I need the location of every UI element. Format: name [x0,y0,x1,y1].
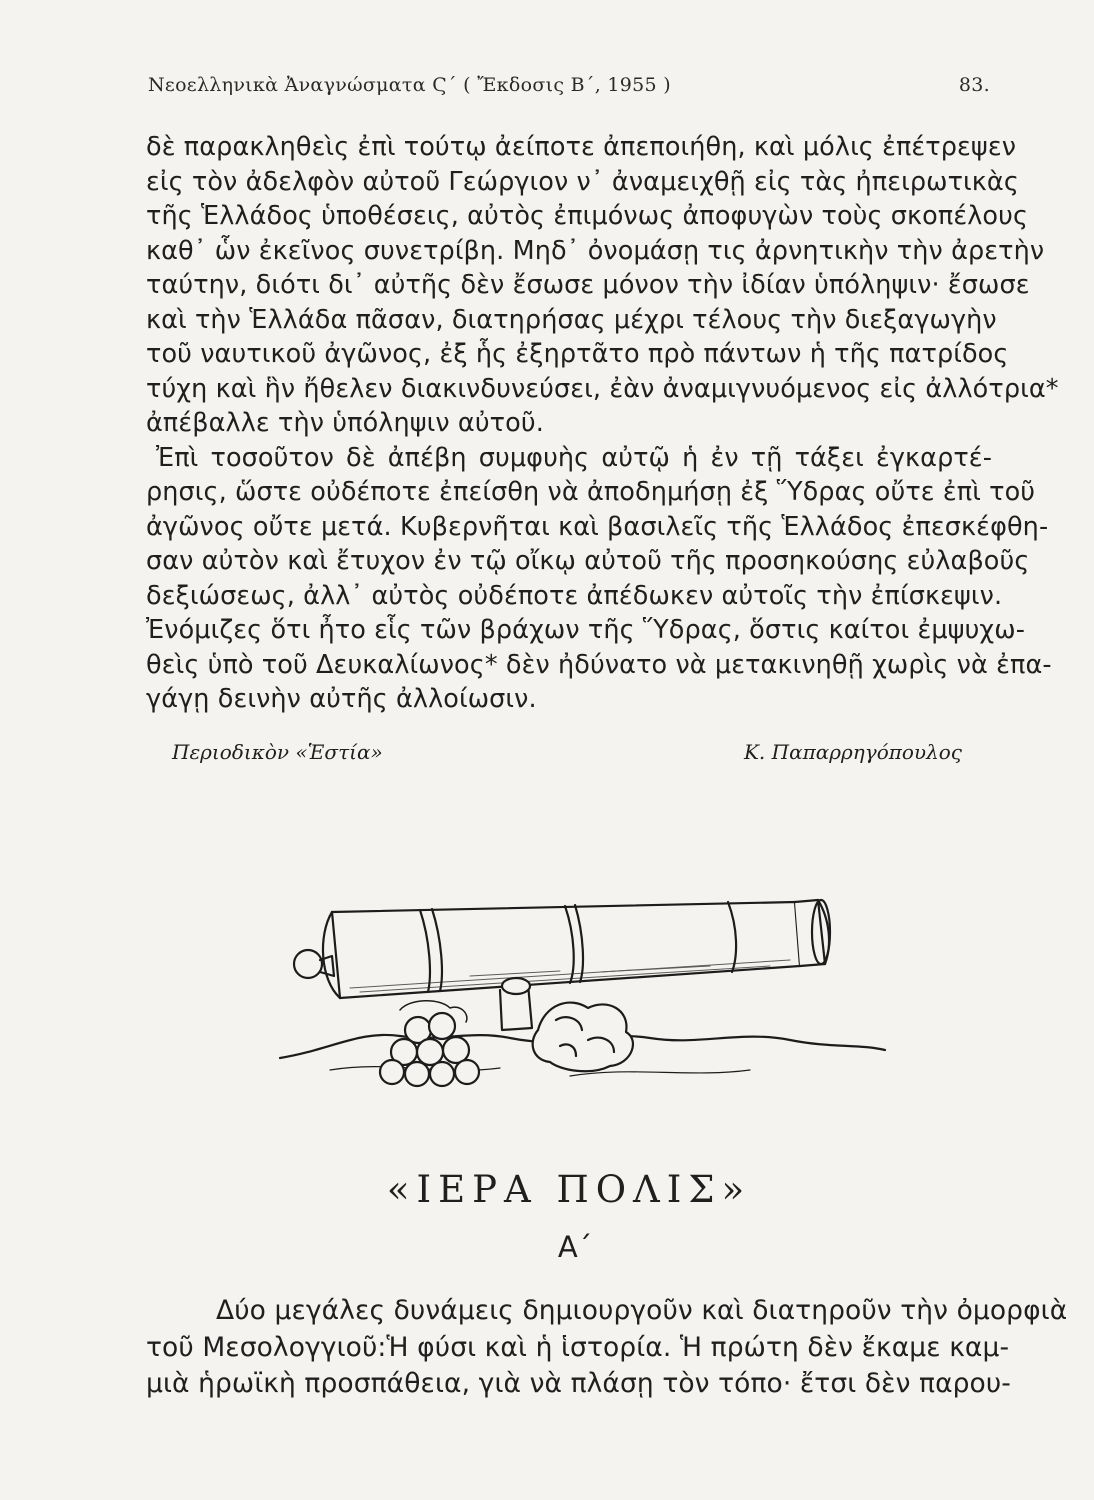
cannon-drawing [270,880,890,1100]
text-line: ταύτην, διότι δι᾽ αὐτῆς δὲν ἔσωσε μόνον τὴν ἰδίαν ὑπόληψιν· ἔσωσε [146,270,1030,300]
text-line: Δύο μεγάλες δυνάμεις δημιουργοῦν καὶ διατηροῦν τὴν ὀμορφιὰ [216,1295,1068,1326]
passage-text [146,130,1059,717]
text-line: ἀπέβαλλε τὴν ὑπόληψιν αὐτοῦ. [146,408,544,438]
text-line: εἰς τὸν ἀδελφὸν αὐτοῦ Γεώργιον ν᾽ ἀναμειχθῇ εἰς τὰς ἠπειρωτικὰς [146,166,1019,197]
running-head [148,74,990,96]
text-line: Ἐπὶ τοσοῦτον δὲ ἀπέβη συμφυὴς αὐτῷ ἡ ἐν τῇ τάξει ἐγκαρτέ- [156,442,992,473]
text-line: τοῦ ναυτικοῦ ἀγῶνος, ἐξ ἧς ἐξηρτᾶτο πρὸ πάντων ἡ τῆς πατρίδος [146,339,1009,369]
attribution [172,740,962,764]
text-line: ρησις, ὥστε οὐδέποτε ἐπείσθη νὰ ἀποδημήσῃ ἐξ Ὕδρας οὔτε ἐπὶ τοῦ [146,477,1036,507]
text-line: καὶ τὴν Ἑλλάδα πᾶσαν, διατηρήσας μέχρι τέλους τὴν διεξαγωγὴν [146,304,997,335]
text-line: γάγῃ δεινὴν αὐτῆς ἀλλοίωσιν. [146,684,537,714]
text-line: δὲ παρακληθεὶς ἐπὶ τούτῳ ἀείποτε ἀπεποιήθη, καὶ μόλις ἐπέτρεψεν [146,132,1017,162]
source-citation: Περιοδικὸν «Ἑστία» [172,740,383,764]
text-line: θεὶς ὑπὸ τοῦ Δευκαλίωνος* δὲν ἠδύνατο νὰ μετακινηθῇ χωρὶς νὰ ἐπα- [146,649,1052,680]
text-line: τύχη καὶ ἣν ἤθελεν διακινδυνεύσει, ἐὰν ἀναμιγνυόμενος εἰς ἀλλότρια* [146,373,1059,404]
page-number: 83. [958,74,990,96]
text-line: μιὰ ἡρωϊκὴ προσπάθεια, γιὰ νὰ πλάσῃ τὸν τόπο· ἔτσι δὲν παρου- [146,1368,1011,1399]
running-title: Νεοελληνικὰ Ἀναγνώσματα Ϛ΄ ( Ἔκδοσις Β΄, 1955 ) [148,74,671,96]
text-line: Ἐνόμιζες ὅτι ἦτο εἷς τῶν βράχων τῆς Ὕδρας, ὅστις καίτοι ἐμψυχω- [146,615,1026,645]
text-line: σαν αὐτὸν καὶ ἔτυχον ἐν τῷ οἴκῳ αὐτοῦ τῆς προσηκούσης εὐλαβοῦς [146,546,1030,576]
section-title: «ΙΕΡΑ ΠΟΛΙΣ» [386,1168,752,1211]
text-line: ἀγῶνος οὔτε μετά. Κυβερνῆται καὶ βασιλεῖς τῆς Ἑλλάδος ἐπεσκέφθη- [146,511,1049,542]
text-line: τοῦ Μεσολογγιοῦ:Ἡ φύσι καὶ ἡ ἱστορία. Ἡ πρώτη δὲν ἔκαμε καμ- [146,1331,1010,1363]
text-line: καθ᾽ ὧν ἐκεῖνος συνετρίβη. Μηδ᾽ ὀνομάσῃ τις ἀρνητικὴν τὴν ἀρετὴν [146,235,1045,266]
section-number: Α΄ [557,1230,593,1264]
text-line: δεξιώσεως, ἀλλ᾽ αὐτὸς οὐδέποτε ἀπέδωκεν αὐτοῖς τὴν ἐπίσκεψιν. [146,580,1003,611]
author-name: Κ. Παπαρρηγόπουλος [743,740,962,764]
text-line: τῆς Ἑλλάδος ὑποθέσεις, αὐτὸς ἐπιμόνως ἀποφυγὼν τοὺς σκοπέλους [146,201,1029,231]
chapter-text [146,1293,1068,1403]
cannon-illustration [270,880,890,1100]
